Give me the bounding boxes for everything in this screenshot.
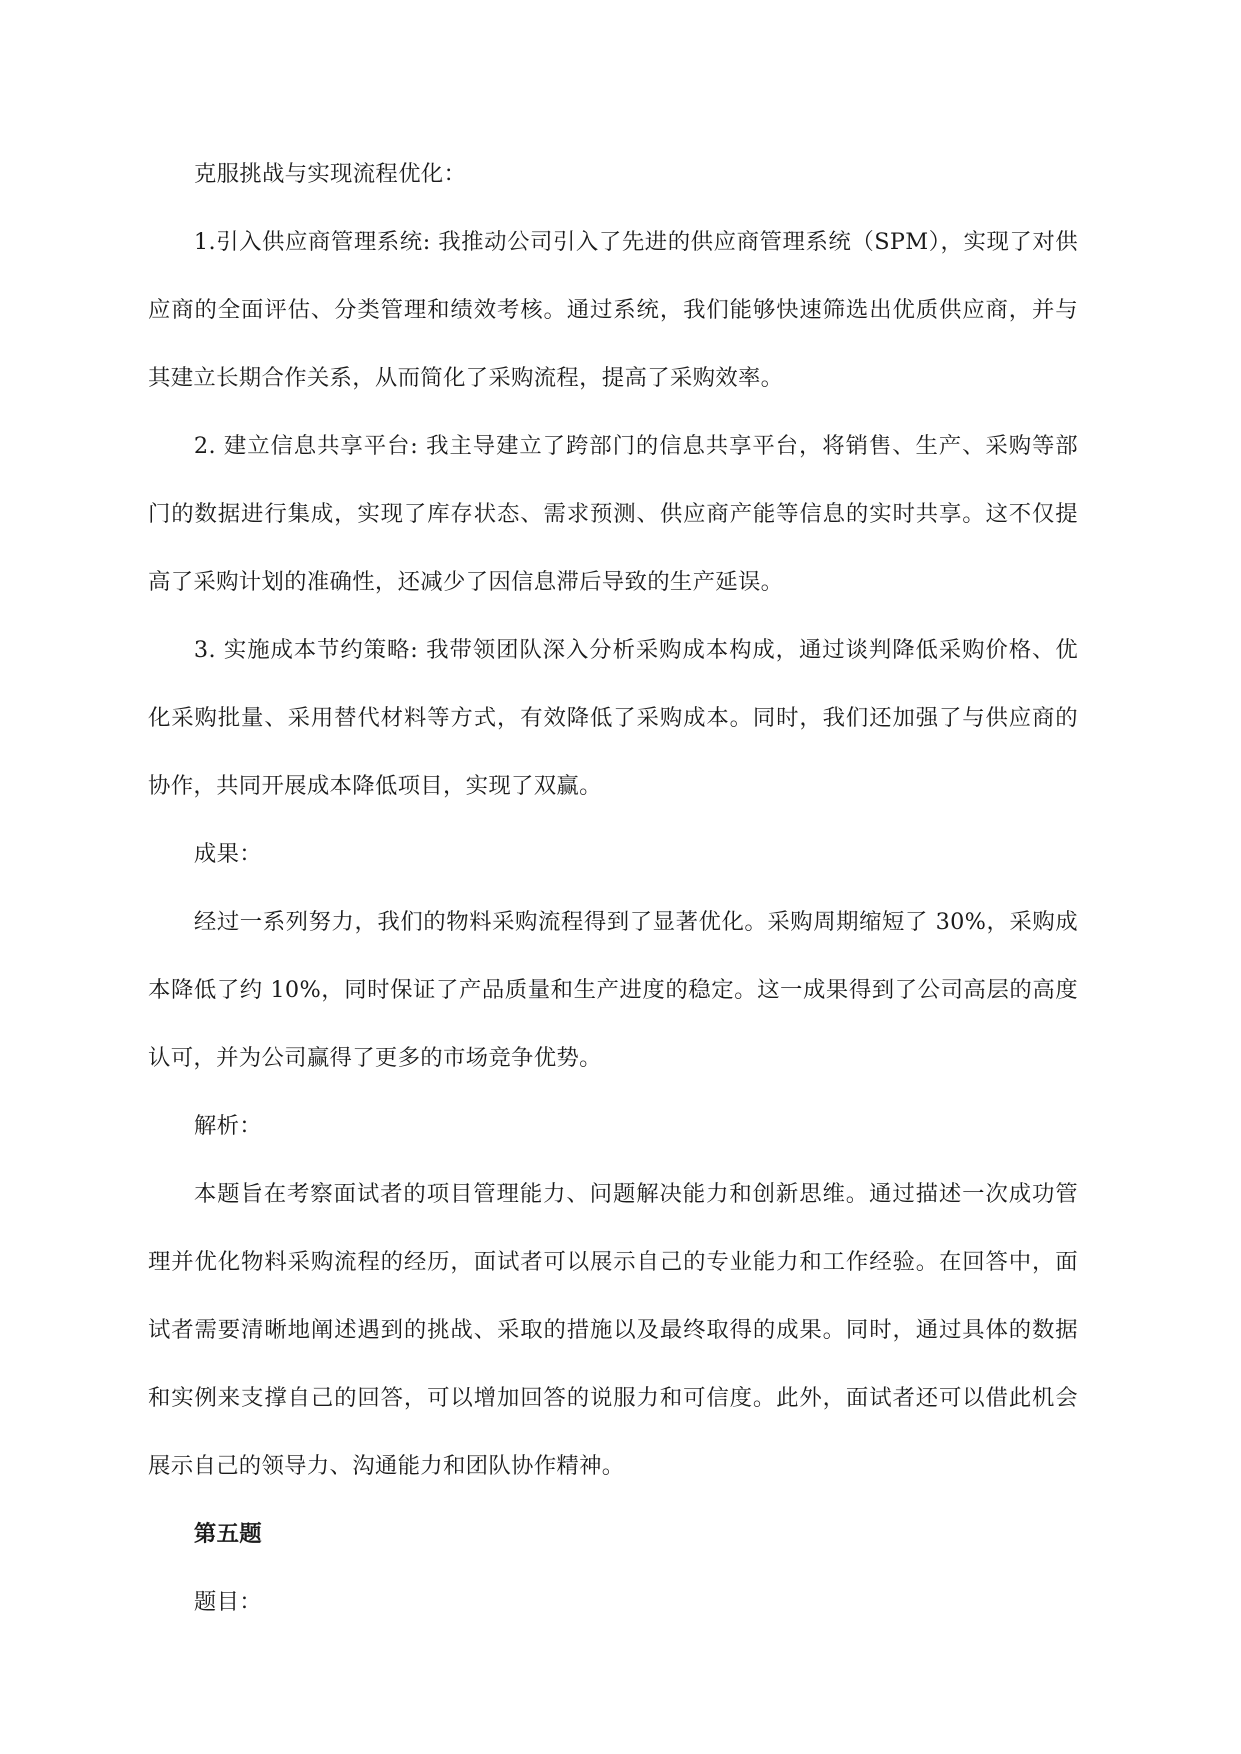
section-heading-overcome-challenges: 克服挑战与实现流程优化： (193, 161, 467, 187)
document-body (148, 140, 1078, 1636)
question-label: 题目： (193, 1589, 262, 1615)
section-heading-results: 成果： (193, 841, 262, 867)
section-heading-analysis: 解析： (193, 1113, 262, 1139)
question-heading: 第五题 (193, 1521, 262, 1547)
paragraph-cost-saving: 3. 实施成本节约策略: 我带领团队深入分析采购成本构成，通过谈判降低采购价格、优化采购批量、采用替代材料等方式，有效降低了采购成本。同时，我们还加强了与供应商的协作，共同开展成本降低项目，实现了双赢。 (148, 637, 1078, 799)
paragraph-analysis: 本题旨在考察面试者的项目管理能力、问题解决能力和创新思维。通过描述一次成功管理并优化物料采购流程的经历，面试者可以展示自己的专业能力和工作经验。在回答中，面试者需要清晰地阐述遇到的挑战、采取的措施以及最终取得的成果。同时，通过具体的数据和实例来支撑自己的回答，可以增加回答的说服力和可信度。此外，面试者还可以借此机会展示自己的领导力、沟通能力和团队协作精神。 (148, 1181, 1078, 1479)
paragraph-results: 经过一系列努力，我们的物料采购流程得到了显著优化。采购周期缩短了 30%，采购成本降低了约 10%，同时保证了产品质量和生产进度的稳定。这一成果得到了公司高层的高度认可，并为公司赢得了更多的市场竞争优势。 (148, 909, 1078, 1071)
paragraph-info-sharing: 2. 建立信息共享平台: 我主导建立了跨部门的信息共享平台，将销售、生产、采购等部门的数据进行集成，实现了库存状态、需求预测、供应商产能等信息的实时共享。这不仅提高了采购计划的准确性，还减少了因信息滞后导致的生产延误。 (148, 433, 1078, 595)
paragraph-supplier-system: 1.引入供应商管理系统: 我推动公司引入了先进的供应商管理系统（SPM），实现了对供应商的全面评估、分类管理和绩效考核。通过系统，我们能够快速筛选出优质供应商，并与其建立长期合作关系，从而简化了采购流程，提高了采购效率。 (148, 229, 1078, 391)
